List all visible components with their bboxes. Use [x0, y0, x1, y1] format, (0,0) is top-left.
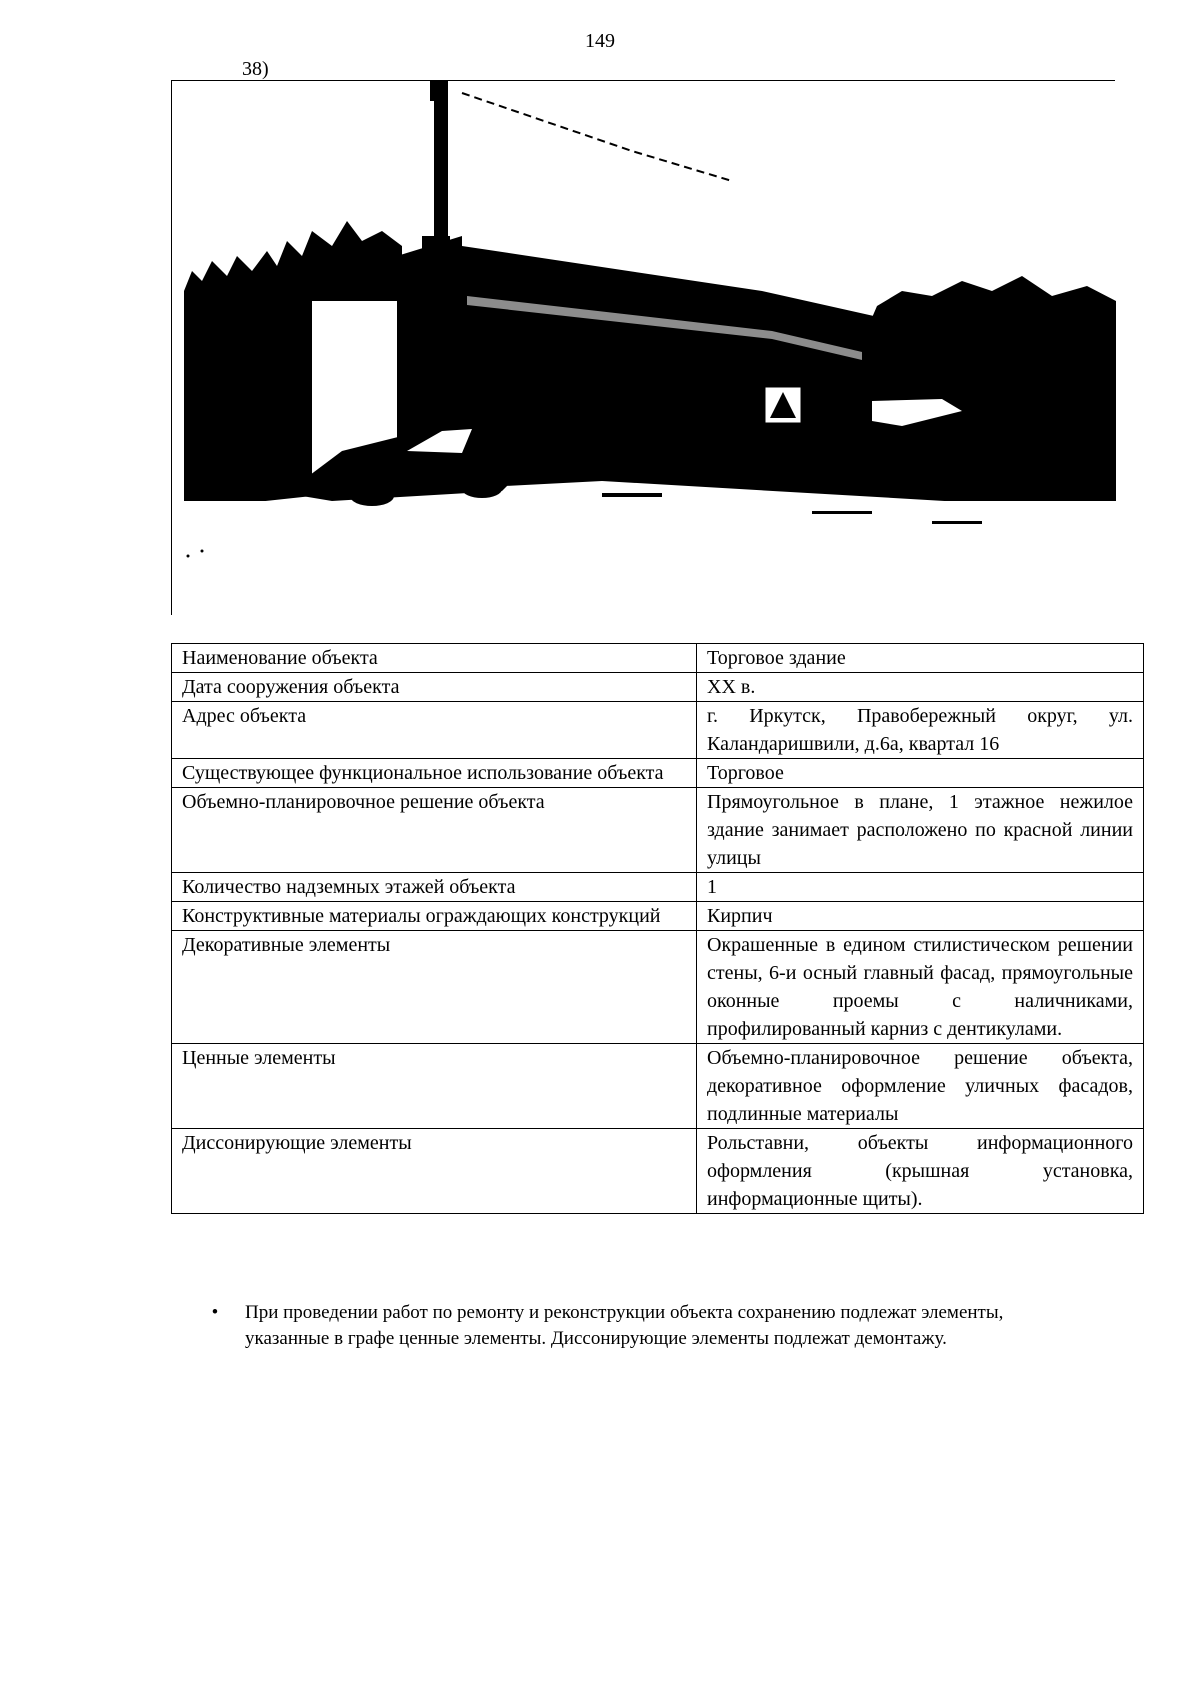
- row-label: Объемно-планировочное решение объекта: [172, 788, 697, 873]
- row-label: Существующее функциональное использование объекта: [172, 759, 697, 788]
- row-value: г. Иркутск, Правобережный округ, ул. Каландаришвили, д.6а, квартал 16: [697, 702, 1144, 759]
- table-row: [172, 673, 1144, 702]
- row-label: Количество надземных этажей объекта: [172, 873, 697, 902]
- row-value: 1: [697, 873, 1144, 902]
- preservation-note: [205, 1300, 1075, 1352]
- object-info-table: [171, 643, 1144, 1214]
- table-row: [172, 873, 1144, 902]
- row-label: Ценные элементы: [172, 1044, 697, 1129]
- row-label: Адрес объекта: [172, 702, 697, 759]
- table-row: [172, 1044, 1144, 1129]
- page-number: 149: [585, 30, 615, 52]
- row-value: Окрашенные в едином стилистическом решении стены, 6-и осный главный фасад, прямоугольные оконные проемы с наличниками, профилированный карниз с дентикулами.: [697, 931, 1144, 1044]
- building-photo: [171, 80, 1115, 615]
- table-row: [172, 902, 1144, 931]
- row-value: Торговое: [697, 759, 1144, 788]
- row-value: Рольставни, объекты информационного оформления (крышная установка, информационные щиты).: [697, 1129, 1144, 1214]
- row-label: Конструктивные материалы ограждающих конструкций: [172, 902, 697, 931]
- row-value: Торговое здание: [697, 644, 1144, 673]
- row-value: Прямоугольное в плане, 1 этажное нежилое здание занимает расположено по красной линии улицы: [697, 788, 1144, 873]
- row-value: Объемно-планировочное решение объекта, декоративное оформление уличных фасадов, подлинные материалы: [697, 1044, 1144, 1129]
- row-label: Дата сооружения объекта: [172, 673, 697, 702]
- row-label: Декоративные элементы: [172, 931, 697, 1044]
- table-row: [172, 644, 1144, 673]
- row-label: Наименование объекта: [172, 644, 697, 673]
- bullet-icon: •: [211, 1302, 219, 1323]
- note-text: При проведении работ по ремонту и реконструкции объекта сохранению подлежат элементы, указанные в графе ценные элементы. Диссонирующие элементы подлежат демонтажу.: [245, 1302, 1004, 1349]
- table-row: [172, 759, 1144, 788]
- row-label: Диссонирующие элементы: [172, 1129, 697, 1214]
- row-value: Кирпич: [697, 902, 1144, 931]
- item-number: 38): [242, 58, 269, 80]
- building-photo-image: [172, 81, 1116, 616]
- table-row: [172, 1129, 1144, 1214]
- table-row: [172, 702, 1144, 759]
- table-row: [172, 931, 1144, 1044]
- table-row: [172, 788, 1144, 873]
- row-value: XX в.: [697, 673, 1144, 702]
